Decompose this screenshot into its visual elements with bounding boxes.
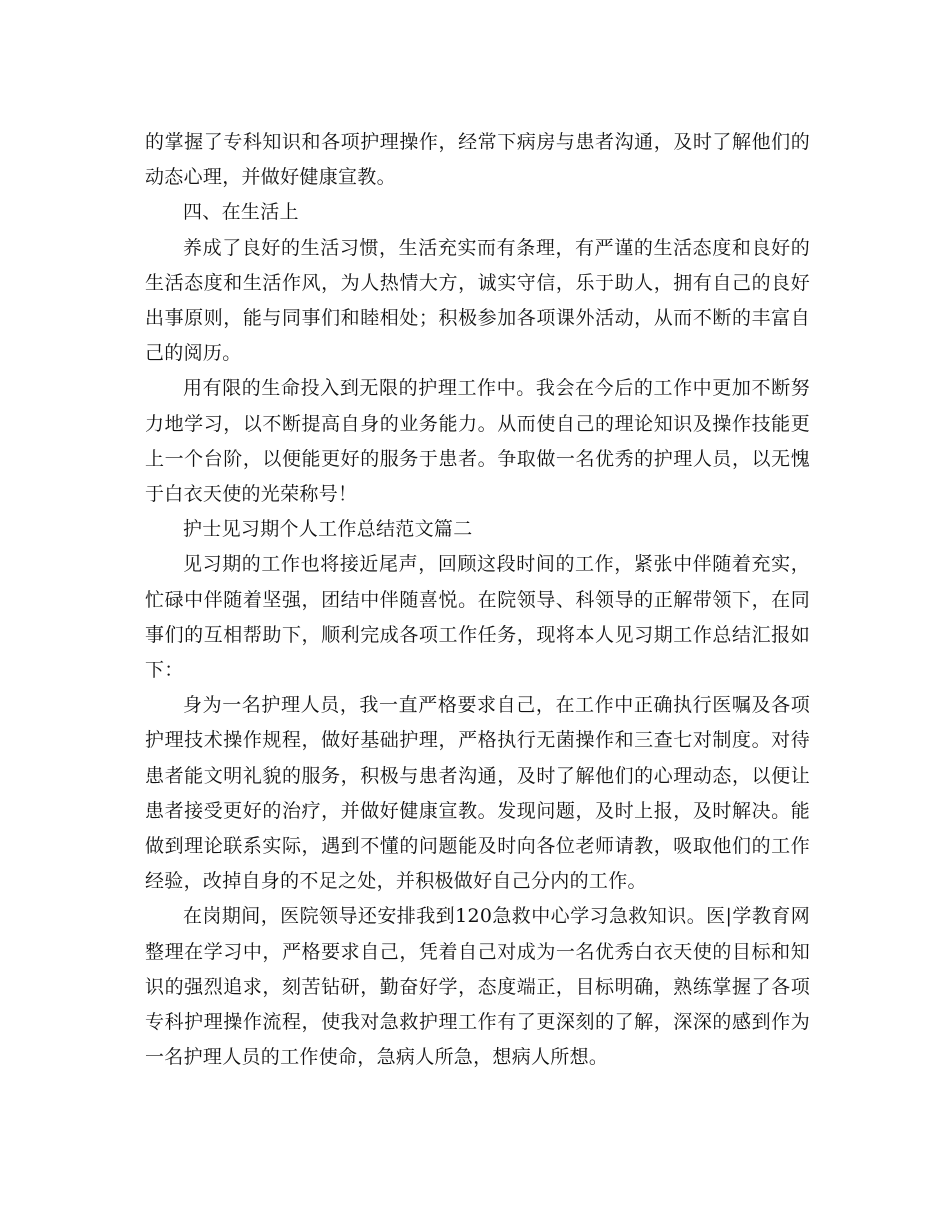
- document-page: [145, 125, 810, 1075]
- section-heading-life: 四、在生活上: [183, 201, 299, 224]
- article-title-part-two: 护士见习期个人工作总结范文篇二: [183, 518, 473, 541]
- body-paragraph: 见习期的工作也将接近尾声，回顾这段时间的工作，紧张中伴随着充实，忙碌中伴随着坚强，团结中伴随喜悦。在院领导、科领导的正解带领下，在同事们的互相帮助下，顺利完成各项工作任务，现将本人见习期工作总结汇报如下：: [145, 553, 810, 682]
- body-paragraph: 用有限的生命投入到无限的护理工作中。我会在今后的工作中更加不断努力地学习，以不断提高自身的业务能力。从而使自己的理论知识及操作技能更上一个台阶，以便能更好的服务于患者。争取做一名优秀的护理人员，以无愧于白衣天使的光荣称号！: [145, 377, 810, 506]
- body-paragraph: 的掌握了专科知识和各项护理操作，经常下病房与患者沟通，及时了解他们的动态心理，并做好健康宣教。: [145, 131, 810, 189]
- body-paragraph: 身为一名护理人员，我一直严格要求自己，在工作中正确执行医嘱及各项护理技术操作规程，做好基础护理，严格执行无菌操作和三查七对制度。对待患者能文明礼貌的服务，积极与患者沟通，及时了解他们的心理动态，以便让患者接受更好的治疗，并做好健康宣教。发现问题，及时上报，及时解决。能做到理论联系实际，遇到不懂的问题能及时向各位老师请教，吸取他们的工作经验，改掉自身的不足之处，并积极做好自己分内的工作。: [145, 694, 810, 893]
- body-paragraph: 在岗期间，医院领导还安排我到120急救中心学习急救知识。医|学教育网整理在学习中，严格要求自己，凭着自己对成为一名优秀白衣天使的目标和知识的强烈追求，刻苦钻研，勤奋好学，态度端正，目标明确，熟练掌握了各项专科护理操作流程，使我对急救护理工作有了更深刻的了解，深深的感到作为一名护理人员的工作使命，急病人所急，想病人所想。: [145, 905, 810, 1069]
- body-paragraph: 养成了良好的生活习惯，生活充实而有条理，有严谨的生活态度和良好的生活态度和生活作风，为人热情大方，诚实守信，乐于助人，拥有自己的良好出事原则，能与同事们和睦相处；积极参加各项课外活动，从而不断的丰富自己的阅历。: [145, 236, 810, 365]
